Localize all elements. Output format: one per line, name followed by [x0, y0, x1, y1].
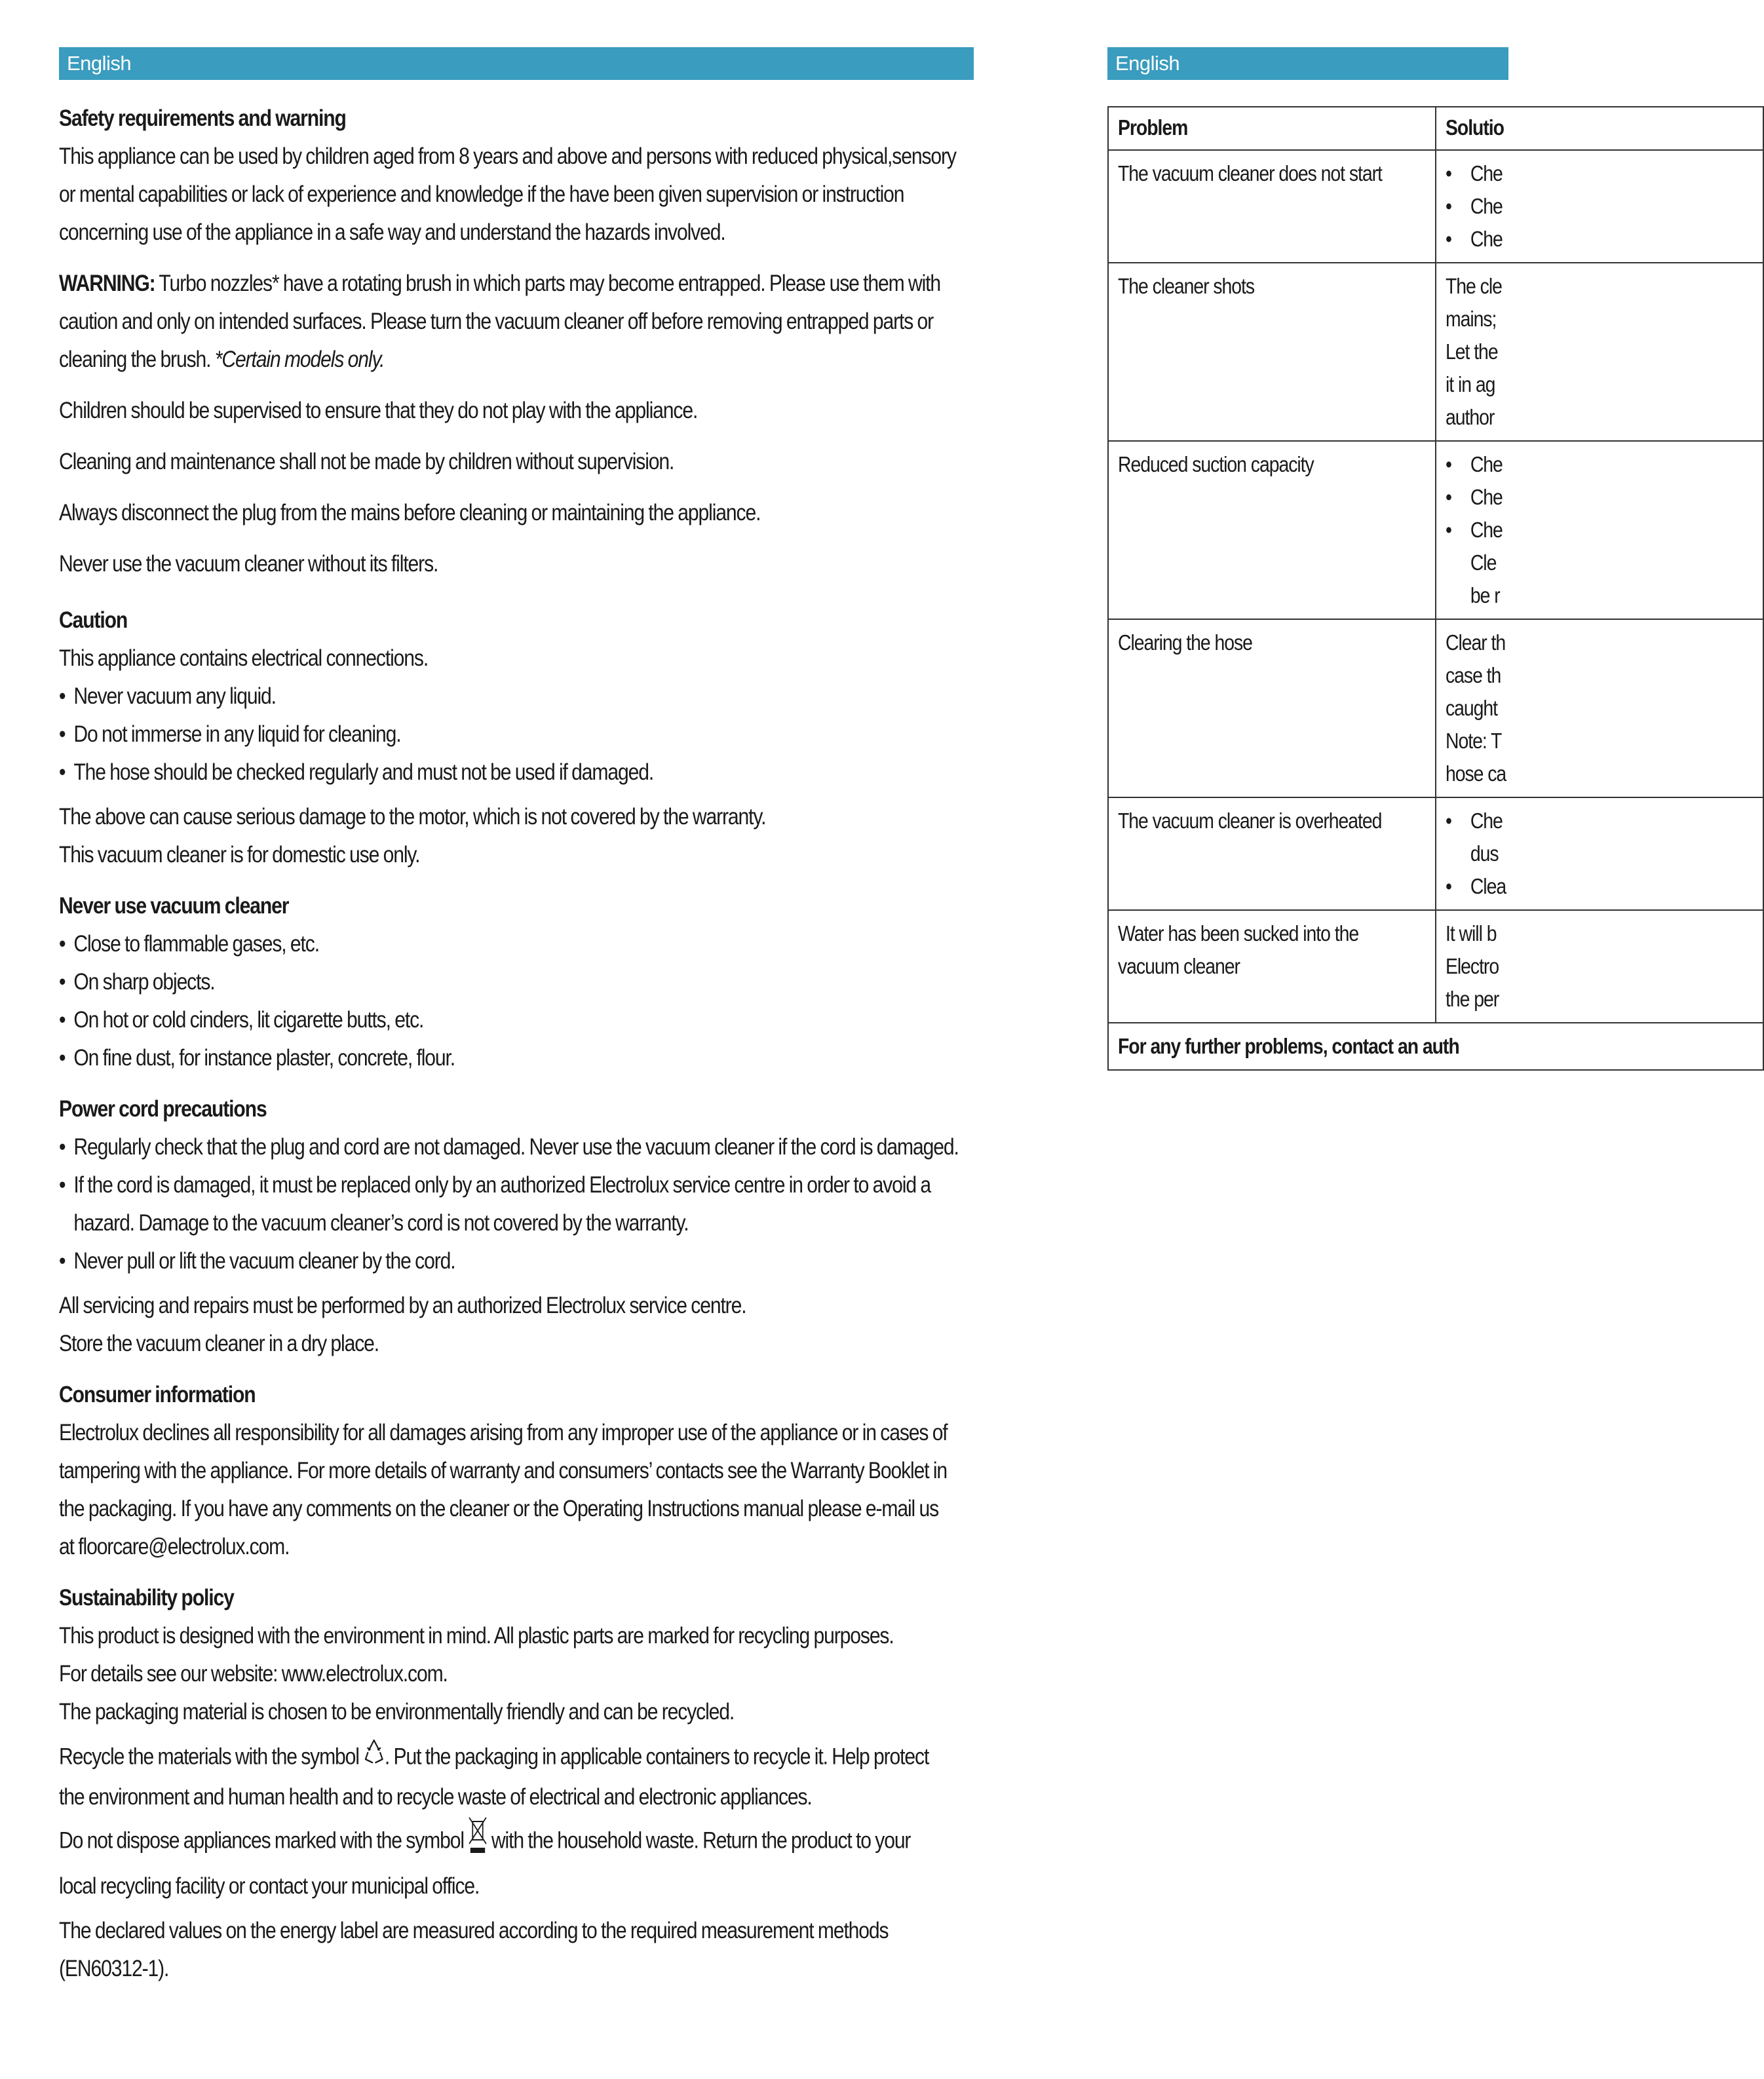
safety-line: concerning use of the appliance in a safe way and understand the hazards involved. [59, 219, 725, 245]
warning-note: *Certain models only. [214, 347, 385, 372]
right-column [1107, 47, 1506, 1071]
solution-cell [1436, 619, 1763, 797]
caution-heading: Caution [59, 607, 128, 633]
children-note: Children should be supervised to ensure that they do not play with the appliance. [59, 398, 698, 423]
table-row [1108, 619, 1763, 797]
energy-line: The declared values on the energy label are measured according to the required measurement methods [59, 1918, 889, 1943]
caution-intro: This appliance contains electrical connections. [59, 645, 429, 671]
power-cord-item: • If the cord is damaged, it must be replaced only by an authorized Electrolux service centre in order to avoid a [59, 1166, 975, 1204]
storage-note: Store the vacuum cleaner in a dry place. [59, 1331, 379, 1356]
recycle-line [59, 1738, 975, 1778]
solution-cell [1436, 441, 1763, 619]
never-use-item: • On sharp objects. [59, 963, 975, 1001]
footer-cell [1108, 1023, 1763, 1070]
solution-item: • Che [1446, 157, 1710, 190]
safety-line: This appliance can be used by children aged from 8 years and above and persons with reduced physical,sensory [59, 143, 956, 169]
solution-line: case th [1446, 663, 1501, 687]
table-row [1108, 797, 1763, 910]
power-cord-heading: Power cord precautions [59, 1096, 267, 1122]
header-solution [1436, 107, 1763, 150]
solution-item: • Clea [1446, 870, 1710, 903]
left-column [59, 47, 974, 1988]
recycle-line: the environment and human health and to recycle waste of electrical and electronic appliances. [59, 1784, 812, 1810]
sustainability-line: This product is designed with the environment in mind. All plastic parts are marked for recycling purposes. [59, 1623, 894, 1649]
dispose-text: Do not dispose appliances marked with the symbol [59, 1827, 469, 1854]
never-use-item: • On fine dust, for instance plaster, concrete, flour. [59, 1039, 975, 1077]
table-row [1108, 910, 1763, 1023]
header-problem-text: Problem [1118, 115, 1188, 140]
troubleshooting-table [1107, 106, 1764, 1071]
solution-cell [1436, 910, 1763, 1023]
never-use-item: • Close to flammable gases, etc. [59, 925, 975, 963]
solution-line: mains; [1446, 307, 1497, 331]
problem-cell [1108, 797, 1436, 910]
solution-item: • Che [1446, 481, 1710, 514]
power-cord-item: • Never pull or lift the vacuum cleaner by the cord. [59, 1242, 975, 1280]
table-header-row [1108, 107, 1763, 150]
consumer-line: at floorcare@electrolux.com. [59, 1534, 290, 1559]
solution-item: • Che [1446, 448, 1710, 481]
solution-item: • Che [1446, 805, 1710, 837]
problem-text: The cleaner shots [1118, 274, 1255, 298]
solution-line: caught [1446, 696, 1498, 720]
caution-item: • Never vacuum any liquid. [59, 677, 975, 715]
solution-line: the per [1446, 987, 1499, 1011]
warning-line: caution and only on intended surfaces. Please turn the vacuum cleaner off before removing entrapped parts or [59, 309, 934, 334]
warning-label: WARNING: [59, 271, 155, 296]
dispose-line: local recycling facility or contact your municipal office. [59, 1873, 480, 1899]
table-row [1108, 441, 1763, 619]
filters-note: Never use the vacuum cleaner without its filters. [59, 551, 438, 577]
solution-line: be r [1470, 583, 1500, 607]
language-bar: English [1107, 47, 1508, 80]
problem-text: The vacuum cleaner is overheated [1118, 809, 1382, 833]
problem-text: Clearing the hose [1118, 630, 1252, 655]
sustainability-heading: Sustainability policy [59, 1585, 234, 1611]
caution-item: • The hose should be checked regularly and must not be used if damaged. [59, 753, 975, 792]
recycle-text: . Put the packaging in applicable containers to recycle it. Help protect [384, 1744, 929, 1770]
safety-line: or mental capabilities or lack of experience and knowledge if the have been given supervision or instruction [59, 181, 904, 207]
cleaning-note: Cleaning and maintenance shall not be made by children without supervision. [59, 449, 674, 474]
solution-line: Cle [1470, 550, 1497, 575]
dispose-text: with the household waste. Return the product to your [487, 1827, 911, 1854]
warning-text: cleaning the brush. [59, 347, 215, 372]
caution-after: This vacuum cleaner is for domestic use only. [59, 842, 420, 868]
solution-line: hose ca [1446, 761, 1506, 786]
problem-cell [1108, 150, 1436, 263]
caution-after: The above can cause serious damage to the motor, which is not covered by the warranty. [59, 804, 766, 830]
consumer-line: Electrolux declines all responsibility for all damages arising from any improper use of the appliance or in cases of [59, 1420, 948, 1445]
dispose-line [59, 1816, 975, 1867]
warning-line [59, 341, 975, 379]
never-use-heading: Never use vacuum cleaner [59, 893, 289, 919]
crossed-bin-icon [468, 1816, 487, 1867]
consumer-heading: Consumer information [59, 1382, 256, 1407]
header-solution-text: Solutio [1446, 115, 1504, 140]
solution-line: It will b [1446, 921, 1497, 945]
power-cord-item: • Regularly check that the plug and cord are not damaged. Never use the vacuum cleaner if the cord is damaged. [59, 1128, 975, 1166]
never-use-item: • On hot or cold cinders, lit cigarette butts, etc. [59, 1001, 975, 1039]
solution-cell [1436, 150, 1763, 263]
solution-cell [1436, 797, 1763, 910]
recycle-icon [363, 1738, 385, 1778]
solution-line: dus [1470, 841, 1499, 866]
caution-item: • Do not immerse in any liquid for cleaning. [59, 715, 975, 753]
problem-text: Water has been sucked into the [1118, 921, 1359, 945]
sustainability-line: The packaging material is chosen to be environmentally friendly and can be recycled. [59, 1699, 735, 1725]
solution-item: • Che [1446, 223, 1710, 256]
problem-cell [1108, 910, 1436, 1023]
solution-cell [1436, 263, 1763, 441]
safety-heading: Safety requirements and warning [59, 105, 346, 131]
solution-line: it in ag [1446, 372, 1495, 396]
solution-item: • Che [1446, 514, 1710, 546]
table-row [1108, 263, 1763, 441]
warning-text: Turbo nozzles* have a rotating brush in which parts may become entrapped. Please use them with [155, 271, 941, 296]
servicing-note: All servicing and repairs must be performed by an authorized Electrolux service centre. [59, 1293, 746, 1318]
problem-cell [1108, 619, 1436, 797]
problem-text: The vacuum cleaner does not start [1118, 161, 1382, 185]
disconnect-note: Always disconnect the plug from the mains before cleaning or maintaining the appliance. [59, 500, 761, 525]
problem-cell [1108, 441, 1436, 619]
language-bar: English [59, 47, 974, 80]
solution-line: Let the [1446, 339, 1498, 364]
recycle-text: Recycle the materials with the symbol [59, 1744, 364, 1770]
solution-line: Clear th [1446, 630, 1506, 655]
solution-item: • Che [1446, 190, 1710, 223]
header-problem [1108, 107, 1436, 150]
solution-line: Electro [1446, 954, 1499, 978]
power-cord-item-cont: hazard. Damage to the vacuum cleaner’s cord is not covered by the warranty. [73, 1210, 689, 1236]
energy-line: (EN60312-1). [59, 1956, 169, 1981]
solution-line: The cle [1446, 274, 1502, 298]
warning-paragraph [59, 265, 975, 303]
table-footer-row [1108, 1023, 1763, 1070]
left-text [59, 100, 975, 1988]
solution-line: author [1446, 405, 1495, 429]
solution-line: Note: T [1446, 729, 1502, 753]
problem-text: vacuum cleaner [1118, 954, 1240, 978]
problem-cell [1108, 263, 1436, 441]
footer-text: For any further problems, contact an auth [1118, 1034, 1459, 1058]
consumer-line: tampering with the appliance. For more details of warranty and consumers’ contacts see the Warranty Booklet in [59, 1458, 948, 1483]
consumer-line: the packaging. If you have any comments on the cleaner or the Operating Instructions manual please e-mail us [59, 1496, 939, 1521]
table-row [1108, 150, 1763, 263]
sustainability-line: For details see our website: www.electrolux.com. [59, 1661, 448, 1687]
problem-text: Reduced suction capacity [1118, 452, 1314, 476]
